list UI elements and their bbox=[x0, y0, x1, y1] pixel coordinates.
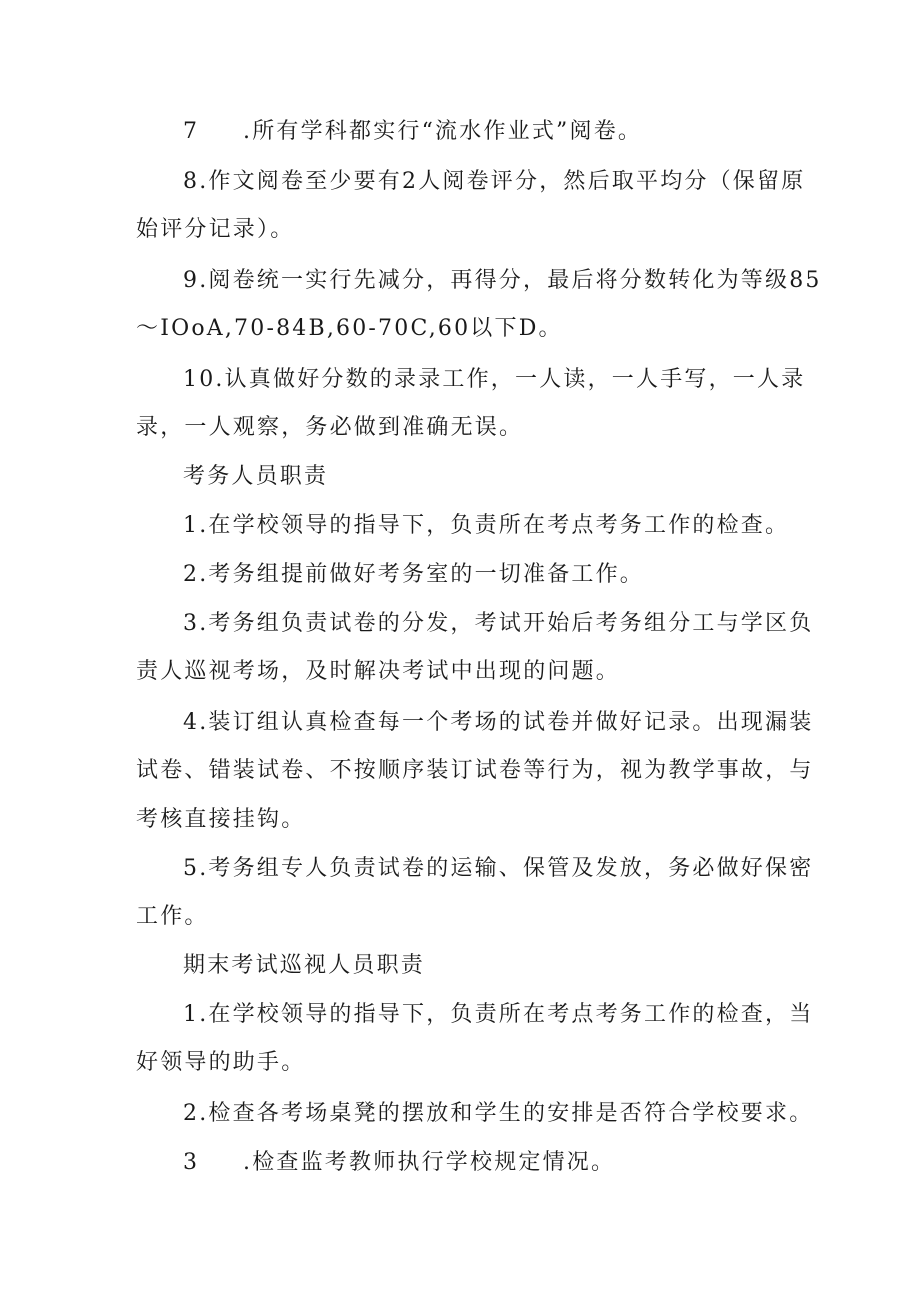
item-8-continued bbox=[136, 215, 294, 245]
staff-item-2 bbox=[183, 560, 644, 590]
item-number: 2 bbox=[183, 1101, 200, 1126]
staff-item-3 bbox=[183, 609, 813, 639]
item-number: 3 bbox=[183, 611, 200, 636]
item-text: 责人巡视考场，及时解决考试中出现的问题。 bbox=[136, 659, 621, 684]
section-heading: 期末考试巡视人员职责 bbox=[183, 953, 426, 978]
item-text: .装订组认真检查每一个考场的试卷并做好记录。出现漏装 bbox=[199, 710, 814, 735]
item-9-continued bbox=[136, 314, 563, 344]
item-text: .检查各考场桌凳的摆放和学生的安排是否符合学校要求。 bbox=[199, 1101, 814, 1126]
item-10 bbox=[183, 365, 805, 395]
patrol-item-1 bbox=[183, 1000, 813, 1030]
item-number: 1 bbox=[183, 513, 200, 538]
patrol-item-3 bbox=[183, 1148, 615, 1178]
section-heading-patrol-staff bbox=[183, 951, 425, 981]
staff-item-5 bbox=[183, 854, 813, 884]
item-text: .检查监考教师执行学校规定情况。 bbox=[243, 1150, 616, 1175]
item-text: 录，一人观察，务必做到准确无误。 bbox=[136, 415, 524, 440]
item-7 bbox=[183, 117, 642, 147]
item-number: 3 bbox=[183, 1150, 200, 1175]
item-10-continued bbox=[136, 413, 523, 443]
item-text: .考务组专人负责试卷的运输、保管及发放，务必做好保密 bbox=[199, 856, 814, 881]
section-heading-exam-staff bbox=[183, 462, 328, 492]
item-8 bbox=[183, 167, 805, 197]
item-text: .考务组负责试卷的分发，考试开始后考务组分工与学区负 bbox=[199, 611, 814, 636]
item-text: ～IOoA,70-84B,60-70C,60以下D。 bbox=[136, 316, 563, 341]
staff-item-1 bbox=[183, 511, 789, 541]
item-number: 1 bbox=[183, 1002, 200, 1027]
item-text: .在学校领导的指导下，负责所在考点考务工作的检查。 bbox=[199, 513, 790, 538]
staff-item-4 bbox=[183, 708, 813, 738]
item-9 bbox=[183, 266, 822, 296]
item-text: .所有学科都实行“流水作业式”阅卷。 bbox=[243, 119, 643, 144]
item-text: 始评分记录）。 bbox=[136, 217, 295, 242]
section-heading: 考务人员职责 bbox=[183, 464, 329, 489]
item-number: 2 bbox=[183, 562, 200, 587]
staff-item-4-continued-2 bbox=[136, 805, 305, 835]
item-number: 9 bbox=[183, 268, 200, 293]
item-number: 5 bbox=[183, 856, 200, 881]
patrol-item-1-continued bbox=[136, 1048, 305, 1078]
staff-item-3-continued bbox=[136, 657, 620, 687]
item-text: .作文阅卷至少要有2人阅卷评分，然后取平均分（保留原 bbox=[199, 169, 806, 194]
item-text: .阅卷统一实行先减分，再得分，最后将分数转化为等级85 bbox=[199, 268, 822, 293]
staff-item-5-continued bbox=[136, 902, 209, 932]
staff-item-4-continued bbox=[136, 756, 814, 786]
item-text: 好领导的助手。 bbox=[136, 1050, 306, 1075]
item-text: 工作。 bbox=[136, 904, 209, 929]
item-number: 8 bbox=[183, 169, 200, 194]
item-text: .认真做好分数的录录工作，一人读，一人手写，一人录 bbox=[215, 367, 806, 392]
item-number: 4 bbox=[183, 710, 200, 735]
item-number: 10 bbox=[183, 367, 216, 392]
item-text: .在学校领导的指导下，负责所在考点考务工作的检查，当 bbox=[199, 1002, 814, 1027]
patrol-item-2 bbox=[183, 1099, 813, 1129]
item-text: .考务组提前做好考务室的一切准备工作。 bbox=[199, 562, 644, 587]
item-text: 考核直接挂钩。 bbox=[136, 807, 306, 832]
item-text: 试卷、错装试卷、不按顺序装订试卷等行为，视为教学事故，与 bbox=[136, 758, 814, 783]
item-number: 7 bbox=[183, 119, 200, 144]
